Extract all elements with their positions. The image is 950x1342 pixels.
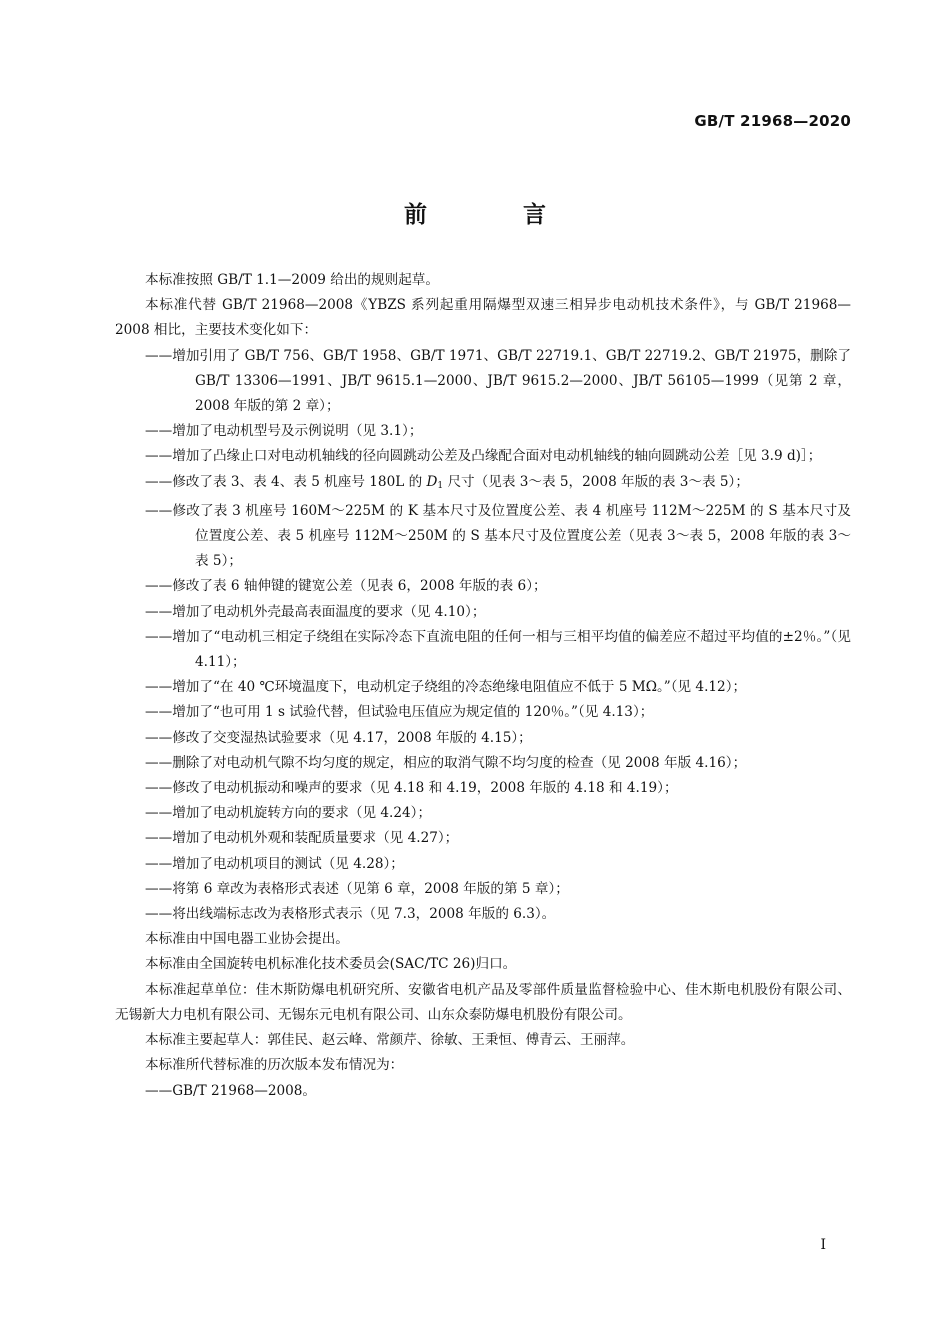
change-item: ——将出线端标志改为表格形式表示（见 7.3，2008 年版的 6.3）。 [145, 906, 556, 923]
change-item [145, 470, 851, 499]
change-item: ——增加了电动机项目的测试（见 4.28）； [145, 855, 404, 872]
history-item: ——GB/T 21968—2008。 [145, 1082, 317, 1099]
change-item: ——增加了“电动机三相定子绕组在实际冷态下直流电阻的任何一相与三相平均值的偏差应不超过平均值的±2％。”（见 4.11）； [145, 628, 851, 671]
change-item: ——增加了电动机外壳最高表面温度的要求（见 4.10）； [145, 603, 486, 620]
change-item: ——增加了凸缘止口对电动机轴线的径向圆跳动公差及凸缘配合面对电动机轴线的轴向圆跳动公差［见 3.9 d)］； [145, 448, 822, 465]
paragraph: 本标准代替 GB/T 21968—2008《YBZS 系列起重用隔爆型双速三相异步电动机技术条件》，与 GB/T 21968—2008 相比，主要技术变化如下： [115, 297, 851, 339]
change-item: ——修改了表 6 轴伸键的键宽公差（见表 6，2008 年版的表 6）； [145, 578, 547, 595]
change-item: ——增加了电动机型号及示例说明（见 3.1）； [145, 423, 423, 440]
change-text: 尺寸（见表 3～表 5，2008 年版的表 3～表 5）； [443, 473, 749, 490]
change-item: ——增加了电动机外观和装配质量要求（见 4.27）； [145, 830, 459, 847]
paragraph: 本标准由中国电器工业协会提出。 [145, 931, 349, 948]
paragraph: 本标准所代替标准的历次版本发布情况为： [145, 1057, 404, 1074]
symbol-d: D [426, 473, 438, 490]
paragraph: 本标准起草单位：佳木斯防爆电机研究所、安徽省电机产品及零部件质量监督检验中心、佳木斯电机股份有限公司、无锡新大力电机有限公司、无锡东元电机有限公司、山东众泰防爆电机股份有限公司。 [115, 981, 851, 1023]
change-item: ——修改了交变湿热试验要求（见 4.17，2008 年版的 4.15）； [145, 729, 532, 746]
subscript: 1 [437, 480, 444, 491]
page-number: I [820, 1237, 826, 1253]
change-item: ——增加了“也可用 1 s 试验代替，但试验电压值应为规定值的 120％。”（见 4.13）； [145, 704, 654, 721]
standard-code: GB/T 21968—2020 [694, 112, 851, 130]
change-item: ——修改了电动机振动和噪声的要求（见 4.18 和 4.19，2008 年版的 4.18 和 4.19）； [145, 780, 678, 797]
document-body [115, 268, 851, 1104]
paragraph: 本标准按照 GB/T 1.1—2009 给出的规则起草。 [145, 272, 439, 288]
change-item: ——删除了对电动机气隙不均匀度的规定，相应的取消气隙不均匀度的检查（见 2008 年版 4.16）； [145, 754, 747, 771]
change-item: ——增加了“在 40 ℃环境温度下，电动机定子绕组的冷态绝缘电阻值应不低于 5 MΩ。”（见 4.12）； [145, 679, 747, 696]
paragraph: 本标准主要起草人：郭佳民、赵云峰、常颜芹、徐敏、王秉恒、傅青云、王丽萍。 [145, 1032, 635, 1049]
change-text: ——修改了表 3、表 4、表 5 机座号 180L 的 [145, 473, 427, 490]
change-item: ——增加了电动机旋转方向的要求（见 4.24）； [145, 805, 432, 822]
change-item: ——将第 6 章改为表格形式表述（见第 6 章，2008 年版的第 5 章）； [145, 880, 569, 897]
paragraph: 本标准由全国旋转电机标准化技术委员会(SAC/TC 26)归口。 [145, 956, 517, 973]
change-item: ——增加引用了 GB/T 756、GB/T 1958、GB/T 1971、GB/T 22719.1、GB/T 22719.2、GB/T 21975，删除了 GB/T 13306—1991、JB/T 9615.1—2000、JB/T 9615.2—2000、JB/T 56105—1999（见第 2 章，2008 年版的第 2 章）； [145, 347, 851, 415]
change-item: ——修改了表 3 机座号 160M～225M 的 K 基本尺寸及位置度公差、表 4 机座号 112M～225M 的 S 基本尺寸及位置度公差、表 5 机座号 112M～250M 的 S 基本尺寸及位置度公差（见表 3～表 5，2008 年版的表 3～表 5）； [145, 502, 851, 570]
page-title: 前 言 [403, 202, 590, 228]
